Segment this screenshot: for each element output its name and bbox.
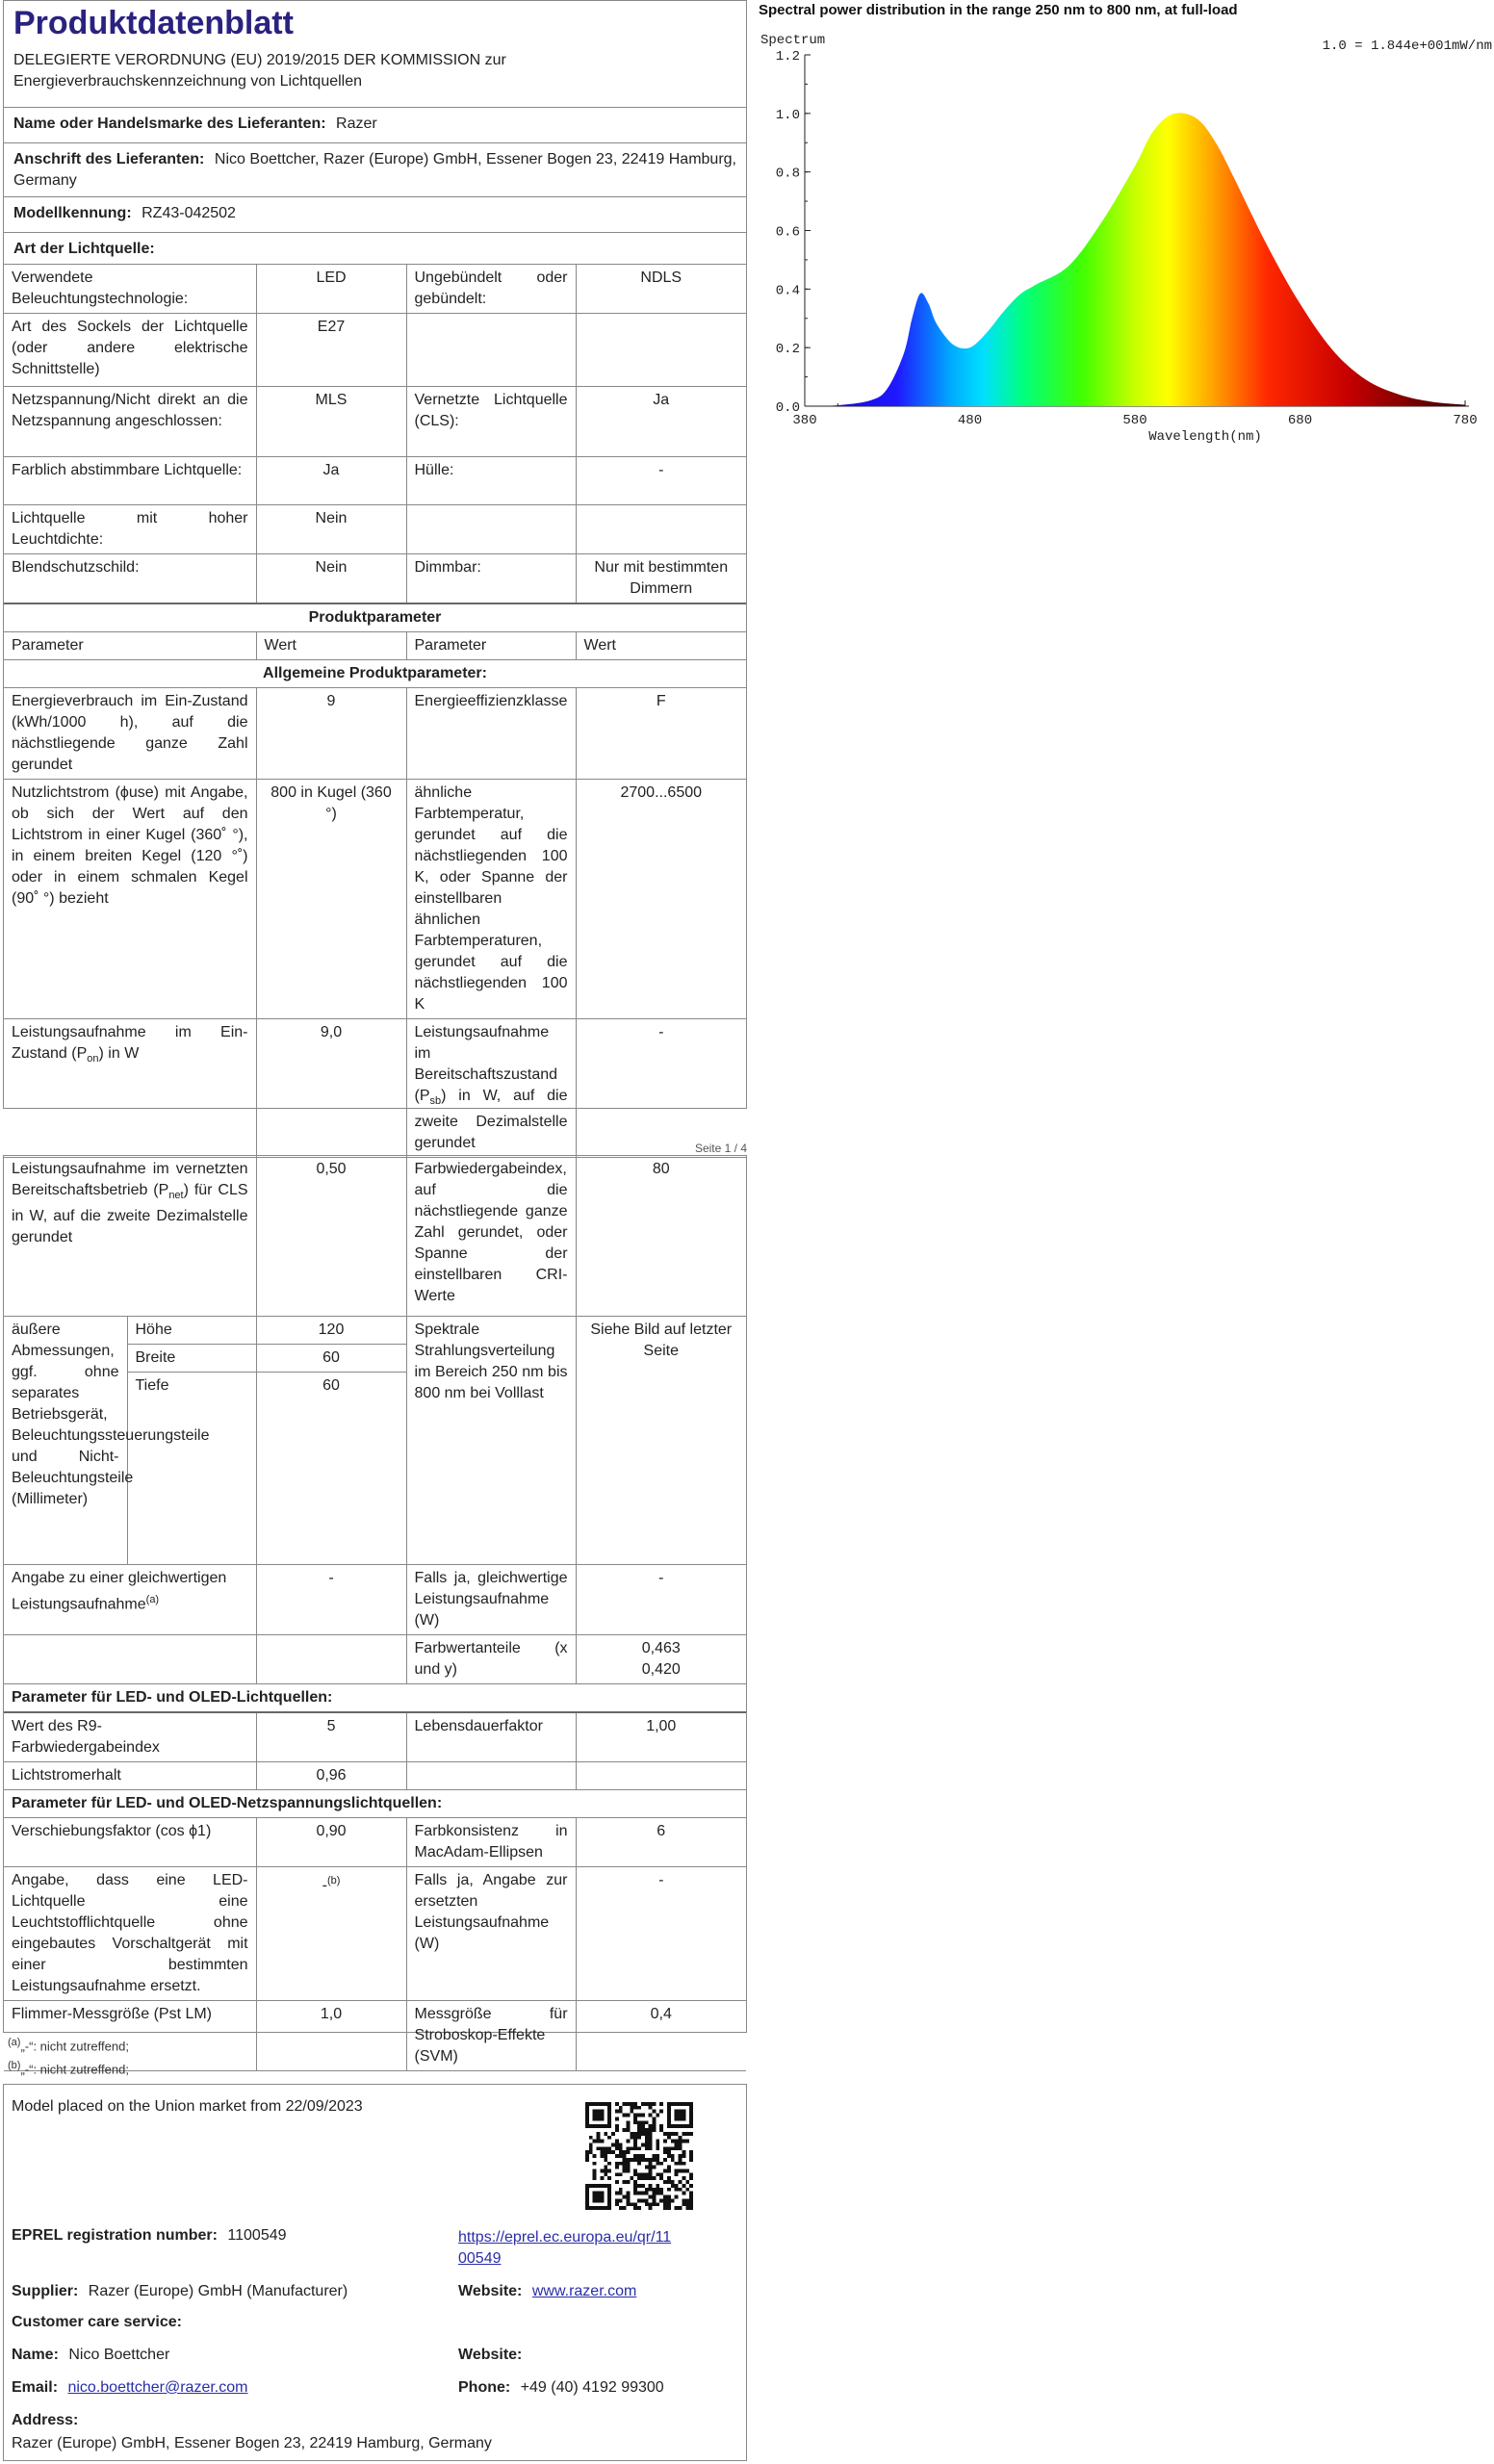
spd-label: Spektrale Strahlungsverteilung im Bereich 250 nm bis 800 nm bei Volllast — [406, 1316, 576, 1564]
tunable-label: Farblich abstimmbare Lichtquelle: — [4, 457, 256, 505]
table-row — [4, 660, 746, 688]
x-tick-label: 580 — [1122, 413, 1147, 428]
supplier-value: Razer — [336, 116, 377, 132]
supplier-info-row — [12, 2283, 348, 2300]
market-placement-text: Model placed on the Union market from 22/09/2023 — [12, 2098, 363, 2115]
eec-value: F — [576, 688, 746, 780]
psb-value: - — [576, 1019, 746, 1158]
cri-label: Farbwiedergabeindex, auf die nächstliegende ganze Zahl gerundet, oder Spanne der einstellbaren CRI-Werte — [406, 1156, 576, 1316]
eprel-row — [12, 2227, 287, 2245]
table-row — [4, 265, 746, 314]
care-website-row — [458, 2347, 522, 2364]
equiv-mark: (a) — [145, 1593, 160, 1605]
regulation-text: DELEGIERTE VERORDNUNG (EU) 2019/2015 DER KOMMISSION zur Energieverbrauchskennzeichnung von Lichtquellen — [13, 52, 506, 90]
glare-value: Nein — [256, 554, 406, 604]
life-value: 1,00 — [576, 1712, 746, 1762]
eprel-link-line-2[interactable]: 00549 — [458, 2250, 502, 2267]
supplier-info-label: Supplier: — [12, 2283, 79, 2299]
chroma-x: 0,463 — [641, 1639, 681, 1656]
glare-label: Blendschutzschild: — [4, 554, 256, 604]
psb-label-b: ) in W, auf die zweite Dezimalstelle gerundet — [414, 1088, 568, 1152]
svm-value: 0,4 — [576, 2000, 746, 2070]
replace-w-label: Falls ja, Angabe zur ersetzten Leistungsaufnahme (W) — [406, 1866, 576, 2000]
mls-section-heading: Parameter für LED- und OLED-Netzspannungslichtquellen: — [4, 1789, 746, 1817]
table-row — [4, 1712, 746, 1762]
qr-code-icon[interactable] — [585, 2102, 693, 2210]
footnote-a-mark: (a) — [8, 2037, 21, 2048]
contact-name-label: Name: — [12, 2347, 59, 2363]
table-row — [4, 1817, 746, 1866]
model-label: Modellkennung: — [13, 205, 132, 221]
table-row — [4, 505, 746, 554]
mains-label: Netzspannung/Nicht direkt an die Netzspannung angeschlossen: — [4, 387, 256, 457]
pnet-label-b: ) für CLS in W, auf die zweite Dezimalstelle gerundet — [12, 1182, 248, 1246]
beam-label: Ungebündelt oder gebündelt: — [406, 265, 576, 314]
width-label: Breite — [127, 1344, 256, 1372]
light-source-table — [4, 265, 746, 1158]
chroma-value — [576, 1634, 746, 1683]
table-row — [4, 603, 746, 632]
hl-label: Lichtquelle mit hoher Leuchtdichte: — [4, 505, 256, 554]
r9-value: 5 — [256, 1712, 406, 1762]
supplier-label: Name oder Handelsmarke des Lieferanten: — [13, 116, 326, 132]
macadam-label: Farbkonsistenz in MacAdam-Ellipsen — [406, 1817, 576, 1866]
col-param-header: Parameter — [4, 632, 256, 660]
eprel-info-box — [3, 2084, 747, 2461]
equiv-value: - — [256, 1564, 406, 1634]
col-param-header: Parameter — [406, 632, 576, 660]
chroma-label: Farbwertanteile (x und y) — [406, 1634, 576, 1683]
footnote-a — [8, 2037, 129, 2053]
dimmable-label: Dimmbar: — [406, 554, 576, 604]
y-tick-label: 0.8 — [775, 166, 800, 182]
cap-label: Art des Sockels der Lichtquelle (oder andere elektrische Schnittstelle) — [4, 314, 256, 387]
website-link[interactable]: www.razer.com — [531, 2283, 637, 2299]
website-label: Website: — [458, 2283, 523, 2299]
height-label: Höhe — [127, 1316, 256, 1344]
col-value-header: Wert — [576, 632, 746, 660]
y-tick-label: 0.2 — [775, 342, 800, 358]
lumen-label: Lichtstromerhalt — [4, 1761, 256, 1789]
mains-value: MLS — [256, 387, 406, 457]
tech-label: Verwendete Beleuchtungstechnologie: — [4, 265, 256, 314]
table-row — [4, 1789, 746, 1817]
page-title: Produktdatenblatt — [13, 5, 294, 41]
cls-label: Vernetzte Lichtquelle (CLS): — [406, 387, 576, 457]
hl-value: Nein — [256, 505, 406, 554]
empty-cell — [406, 314, 576, 387]
address-info-label: Address: — [12, 2412, 79, 2428]
annotation: 1.0 = 1.844e+001mW/nm — [1322, 38, 1492, 54]
page-number: Seite 1 / 4 — [694, 1142, 747, 1155]
table-row — [4, 457, 746, 505]
depth-label: Tiefe — [127, 1372, 256, 1564]
pon-label-b: ) in W — [98, 1045, 140, 1062]
y-tick-label: 0.4 — [775, 283, 800, 299]
replace-label: Angabe, dass eine LED-Lichtquelle eine Leuchtstofflichtquelle ohne eingebautes Vorschaltgerät mit einer bestimmten Leistungsaufnahme ersetzt. — [4, 1866, 256, 2000]
email-row — [12, 2379, 247, 2397]
replace-mark: (b) — [326, 1874, 341, 1886]
table-row — [4, 1564, 746, 1634]
empty-cell — [576, 314, 746, 387]
flicker-value: 1,0 — [256, 2000, 406, 2070]
empty-cell — [406, 1761, 576, 1789]
svm-label: Messgröße für Stroboskop-Effekte (SVM) — [406, 2000, 576, 2070]
table-row — [4, 387, 746, 457]
eprel-value: 1100549 — [227, 2227, 287, 2244]
led-section-heading: Parameter für LED- und OLED-Lichtquellen: — [4, 1683, 746, 1712]
table-row — [4, 1761, 746, 1789]
envelope-value: - — [576, 457, 746, 505]
empty-cell — [256, 1634, 406, 1683]
care-heading — [12, 2314, 182, 2331]
empty-cell — [406, 505, 576, 554]
address-info-heading — [12, 2412, 78, 2429]
chroma-y: 0,420 — [641, 1660, 681, 1678]
phone-label: Phone: — [458, 2379, 511, 2396]
replace-w-value: - — [576, 1866, 746, 2000]
table-row — [4, 1156, 746, 1316]
phone-value: +49 (40) 4192 99300 — [520, 2379, 664, 2396]
macadam-value: 6 — [576, 1817, 746, 1866]
psb-label — [406, 1019, 576, 1158]
equiv-label — [4, 1564, 256, 1634]
cls-value: Ja — [576, 387, 746, 457]
dimensions-label: äußere Abmessungen, ggf. ohne separates Betriebsgerät, Beleuchtungssteuerungsteile und Nicht-Beleuchtungsteile (Millimeter) — [4, 1316, 127, 1564]
equiv-w-value: - — [576, 1564, 746, 1634]
address-row — [4, 143, 746, 197]
x-axis-label: Wavelength(nm) — [1148, 429, 1262, 445]
eprel-label: EPREL registration number: — [12, 2227, 218, 2244]
col-value-header: Wert — [256, 632, 406, 660]
x-tick-label: 380 — [792, 413, 817, 428]
email-link[interactable]: nico.boettcher@razer.com — [67, 2379, 248, 2396]
pnet-label — [4, 1156, 256, 1316]
table-row — [4, 632, 746, 660]
x-tick-label: 680 — [1287, 413, 1313, 428]
flux-label: Nutzlichtstrom (ϕuse) mit Angabe, ob sich der Wert auf den Lichtstrom in einer Kugel (360˚ °), in einem breiten Kegel (120 °˚) oder in einem schmalen Kegel (90˚ °) bezieht — [4, 780, 256, 1019]
website-row — [458, 2283, 636, 2300]
contact-name-row — [12, 2347, 169, 2364]
depth-value: 60 — [256, 1372, 406, 1564]
email-label: Email: — [12, 2379, 59, 2396]
address-label: Anschrift des Lieferanten: — [13, 151, 205, 167]
psb-label-a: Leistungsaufnahme im Bereitschaftszustand (P — [414, 1024, 558, 1104]
footnote-b-mark: (b) — [8, 2060, 21, 2071]
r9-label: Wert des R9-Farbwiedergabeindex — [4, 1712, 256, 1762]
pnet-label-a: Leistungsaufnahme im vernetzten Bereitschaftsbetrieb (P — [12, 1161, 248, 1198]
pnet-sub: net — [168, 1190, 184, 1202]
dimmable-value: Nur mit bestimmten Dimmern — [576, 554, 746, 604]
table-row — [4, 554, 746, 604]
table-row — [4, 314, 746, 387]
address-info-value: Razer (Europe) GmbH, Essener Bogen 23, 22419 Hamburg, Germany — [12, 2435, 492, 2451]
energy-value: 9 — [256, 688, 406, 780]
phone-row — [458, 2379, 664, 2397]
lumen-value: 0,96 — [256, 1761, 406, 1789]
replace-value-text: - — [322, 1876, 327, 1893]
eprel-link[interactable] — [458, 2227, 671, 2270]
tunable-value: Ja — [256, 457, 406, 505]
replace-value — [256, 1866, 406, 2000]
flux-value: 800 in Kugel (360 °) — [256, 780, 406, 1019]
table-row — [4, 1634, 746, 1683]
spectrum-plot — [757, 0, 1494, 452]
spectrum-area — [805, 113, 1465, 406]
cct-value: 2700...6500 — [576, 780, 746, 1019]
pon-label-a: Leistungsaufnahme im Ein-Zustand (P — [12, 1024, 248, 1062]
contact-name-value: Nico Boettcher — [68, 2347, 170, 2363]
general-params-heading: Allgemeine Produktparameter: — [4, 660, 746, 688]
energy-label: Energieverbrauch im Ein-Zustand (kWh/1000 h), auf die nächstliegende ganze Zahl gerundet — [4, 688, 256, 780]
pf-label: Verschiebungsfaktor (cos ϕ1) — [4, 1817, 256, 1866]
table-row — [4, 1316, 746, 1344]
flicker-label: Flimmer-Messgröße (Pst LM) — [4, 2000, 256, 2070]
parameter-table-continued — [4, 1156, 746, 2071]
empty-cell — [4, 1634, 256, 1683]
y-tick-label: 0.6 — [775, 224, 800, 241]
cri-value: 80 — [576, 1156, 746, 1316]
eprel-link-line-1[interactable]: https://eprel.ec.europa.eu/qr/11 — [458, 2229, 672, 2246]
source-type-label: Art der Lichtquelle: — [13, 241, 155, 257]
pon-label — [4, 1019, 256, 1158]
y-tick-label: 0.0 — [775, 400, 800, 416]
x-tick-label: 780 — [1453, 413, 1478, 428]
source-type-row — [4, 233, 746, 265]
equiv-w-label: Falls ja, gleichwertige Leistungsaufnahme (W) — [406, 1564, 576, 1634]
table-row — [4, 688, 746, 780]
model-value: RZ43-042502 — [142, 205, 236, 221]
table-row — [4, 1866, 746, 2000]
beam-value: NDLS — [576, 265, 746, 314]
spd-value: Siehe Bild auf letzter Seite — [576, 1316, 746, 1564]
title-block — [4, 1, 746, 108]
chart-title: Spectral power distribution in the range 250 nm to 800 nm, at full-load — [759, 2, 1238, 18]
model-row — [4, 197, 746, 233]
footnote-b-text: „-“: nicht zutreffend; — [20, 2062, 129, 2077]
eec-label: Energieeffizienzklasse — [406, 688, 576, 780]
width-value: 60 — [256, 1344, 406, 1372]
address-value: Nico Boettcher, Razer (Europe) GmbH, Essener Bogen 23, 22419 Hamburg, Germany — [13, 151, 737, 189]
cap-value: E27 — [256, 314, 406, 387]
pf-value: 0,90 — [256, 1817, 406, 1866]
spectrum-chart — [757, 0, 1494, 452]
height-value: 120 — [256, 1316, 406, 1344]
supplier-info-value: Razer (Europe) GmbH (Manufacturer) — [88, 2283, 348, 2299]
empty-cell — [576, 505, 746, 554]
supplier-row — [4, 108, 746, 143]
pon-value: 9,0 — [256, 1019, 406, 1158]
x-tick-label: 480 — [957, 413, 983, 428]
equiv-label-text: Angabe zu einer gleichwertigen Leistungsaufnahme — [12, 1569, 227, 1612]
footnote-b — [8, 2060, 129, 2076]
pon-sub: on — [87, 1053, 99, 1065]
pnet-value: 0,50 — [256, 1156, 406, 1316]
y-axis-label: Spectrum — [760, 33, 826, 48]
tech-value: LED — [256, 265, 406, 314]
empty-cell — [576, 1761, 746, 1789]
cct-label: ähnliche Farbtemperatur, gerundet auf die nächstliegenden 100 K, oder Spanne der einstellbaren ähnlichen Farbtemperaturen, gerundet auf die nächstliegenden 100 K — [406, 780, 576, 1019]
table-row — [4, 1683, 746, 1712]
footnote-a-text: „-“: nicht zutreffend; — [20, 2039, 129, 2054]
envelope-label: Hülle: — [406, 457, 576, 505]
y-tick-label: 1.2 — [775, 49, 800, 64]
life-label: Lebensdauerfaktor — [406, 1712, 576, 1762]
care-label: Customer care service: — [12, 2314, 182, 2330]
table-row — [4, 780, 746, 1019]
product-params-heading: Produktparameter — [4, 603, 746, 632]
care-website-label: Website: — [458, 2347, 523, 2363]
table-row — [4, 1019, 746, 1158]
y-tick-label: 1.0 — [775, 107, 800, 123]
psb-sub: sb — [429, 1095, 442, 1108]
